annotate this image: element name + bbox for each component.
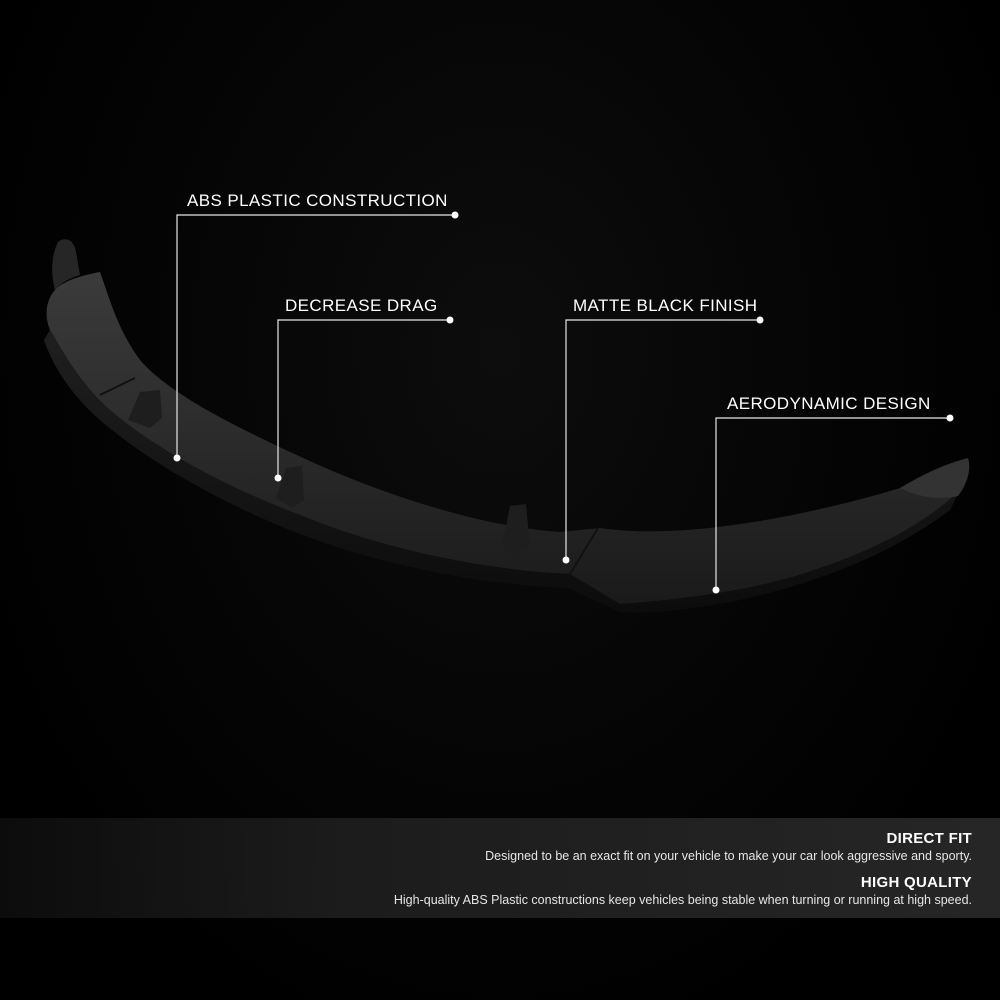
callout-dot — [947, 415, 954, 422]
feature-title-high-quality: HIGH QUALITY — [860, 874, 972, 891]
lip-front-face — [44, 330, 960, 613]
fin-3 — [502, 504, 530, 556]
callout-dot — [452, 212, 459, 219]
callout-dot — [447, 317, 454, 324]
callout-line-drag — [278, 320, 450, 478]
callout-dot — [713, 587, 720, 594]
lip-top-surface — [47, 272, 968, 604]
feature-desc-high-quality: High-quality ABS Plastic constructions keep vehicles being stable when turning or running at high speed. — [393, 893, 972, 907]
callout-line-finish — [566, 320, 760, 560]
feature-title-direct-fit: DIRECT FIT — [886, 830, 972, 847]
callout-matte-black: MATTE BLACK FINISH — [573, 296, 758, 315]
callout-decrease-drag: DECREASE DRAG — [285, 296, 438, 315]
right-end-cap — [900, 458, 969, 498]
feature-desc-direct-fit: Designed to be an exact fit on your vehicle to make your car look aggressive and sporty. — [485, 849, 972, 863]
callout-dot — [757, 317, 764, 324]
callout-dot — [174, 455, 181, 462]
callout-dot — [275, 475, 282, 482]
feature-banner — [0, 818, 1000, 918]
callout-aerodynamic: AERODYNAMIC DESIGN — [727, 394, 931, 413]
callout-dot — [563, 557, 570, 564]
callout-abs-plastic: ABS PLASTIC CONSTRUCTION — [187, 191, 448, 210]
